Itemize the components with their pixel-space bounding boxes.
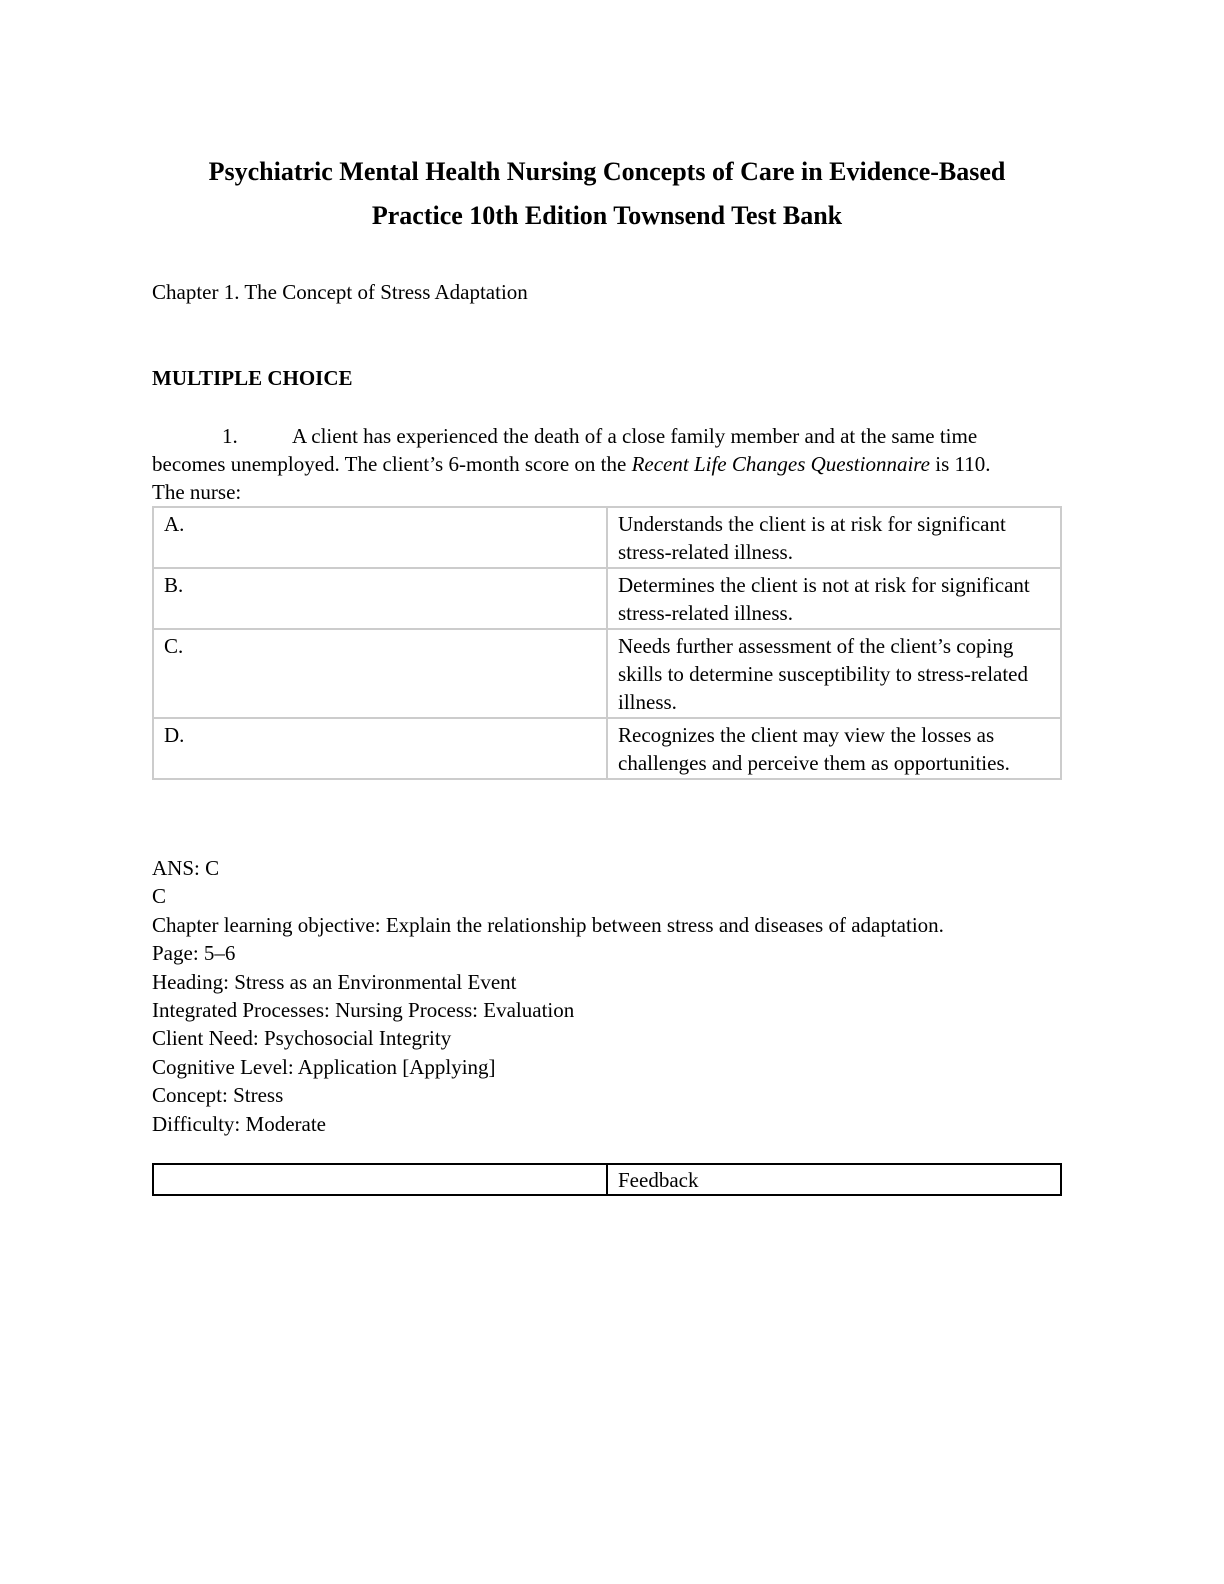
stem-text-1: A client has experienced the death of a close family member and at the same time becomes unemployed. The client’s 6-month score on the	[152, 424, 978, 476]
option-text: Recognizes the client may view the losses as challenges and perceive them as opportunities.	[607, 718, 1061, 779]
option-text: Understands the client is at risk for significant stress-related illness.	[607, 507, 1061, 568]
client-need: Client Need: Psychosocial Integrity	[152, 1026, 452, 1051]
option-row-b	[153, 568, 1061, 629]
option-text: Needs further assessment of the client’s coping skills to determine susceptibility to stress-related illness.	[607, 629, 1061, 718]
option-row-a	[153, 507, 1061, 568]
feedback-header-row	[153, 1164, 1061, 1195]
option-text: Determines the client is not at risk for significant stress-related illness.	[607, 568, 1061, 629]
page-reference: Page: 5–6	[152, 941, 236, 966]
concept: Concept: Stress	[152, 1083, 284, 1108]
feedback-empty-cell	[153, 1164, 607, 1195]
option-letter: A.	[153, 507, 607, 568]
answer-metadata	[152, 854, 1022, 1138]
title-line-2: Practice 10th Edition Townsend Test Bank	[371, 201, 843, 230]
stem-text-2: is 110. The nurse:	[152, 452, 991, 504]
option-row-c	[153, 629, 1061, 718]
question-stem	[152, 422, 1022, 506]
feedback-table	[152, 1163, 1062, 1196]
document-title	[152, 150, 1062, 238]
section-heading: MULTIPLE CHOICE	[152, 366, 353, 390]
answer-options-table	[152, 506, 1062, 780]
answer-key: ANS: C	[152, 856, 220, 880]
cognitive-level: Cognitive Level: Application [Applying]	[152, 1054, 496, 1079]
question-number: 1.	[222, 424, 238, 448]
option-row-d	[153, 718, 1061, 779]
heading-reference: Heading: Stress as an Environmental Event	[152, 969, 517, 994]
learning-objective: Chapter learning objective: Explain the relationship between stress and diseases of adaptation.	[152, 912, 944, 937]
feedback-header: Feedback	[607, 1164, 1061, 1195]
title-line-1: Psychiatric Mental Health Nursing Concepts of Care in Evidence-Based	[208, 157, 1006, 186]
option-letter: D.	[153, 718, 607, 779]
answer-letter: C	[152, 884, 167, 909]
difficulty: Difficulty: Moderate	[152, 1111, 326, 1136]
chapter-heading: Chapter 1. The Concept of Stress Adaptation	[152, 280, 528, 304]
option-letter: B.	[153, 568, 607, 629]
integrated-processes: Integrated Processes: Nursing Process: Evaluation	[152, 998, 575, 1023]
option-letter: C.	[153, 629, 607, 718]
stem-italic-title: Recent Life Changes Questionnaire	[631, 452, 930, 476]
